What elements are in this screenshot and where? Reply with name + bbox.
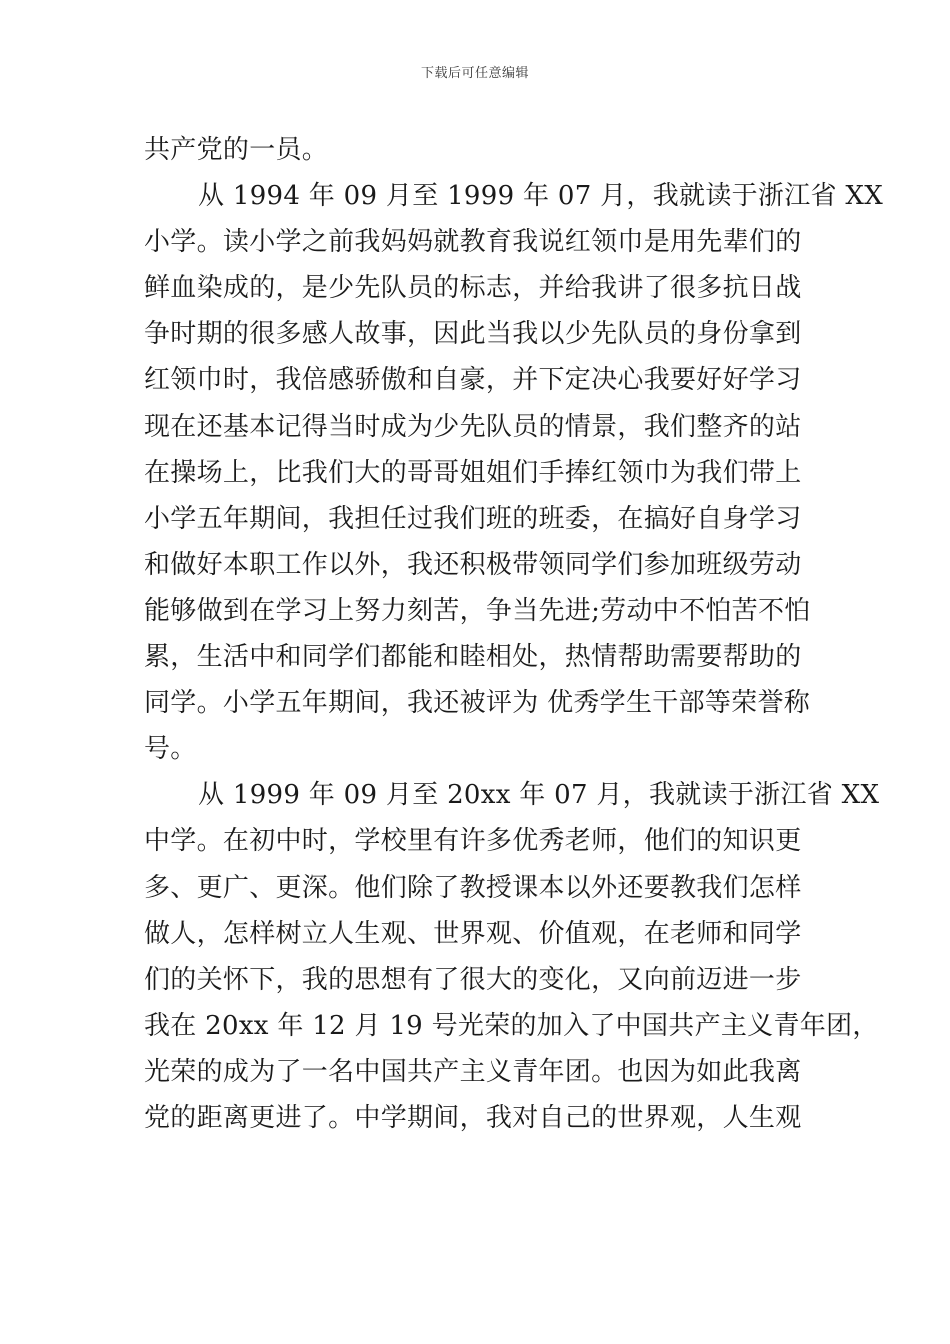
text-line-1: 共产党的一员。 <box>144 135 329 165</box>
text-line-13: 同学。小学五年期间，我还被评为 优秀学生干部等荣誉称 <box>144 688 811 719</box>
text-line-12: 累，生活中和同学们都能和睦相处，热情帮助需要帮助的 <box>144 642 802 673</box>
text-line-5: 争时期的很多感人故事，因此当我以少先队员的身份拿到 <box>144 319 802 350</box>
text-line-7: 现在还基本记得当时成为少先队员的情景，我们整齐的站 <box>144 411 802 442</box>
text-line-8: 在操场上，比我们大的哥哥姐姐们手捧红领巾为我们带上 <box>144 457 802 488</box>
text-line-6: 红领巾时，我倍感骄傲和自豪，并下定决心我要好好学习 <box>144 365 802 396</box>
text-line-3: 小学。读小学之前我妈妈就教育我说红领巾是用先辈们的 <box>144 227 802 258</box>
text-line-18: 做人，怎样树立人生观、世界观、价值观，在老师和同学 <box>144 918 802 949</box>
text-line-10: 和做好本职工作以外，我还积极带领同学们参加班级劳动 <box>144 549 802 580</box>
text-line-17: 多、更广、更深。他们除了教授课本以外还要教我们怎样 <box>144 872 802 903</box>
text-line-19: 们的关怀下，我的思想有了很大的变化，又向前迈进一步 <box>144 964 802 995</box>
text-line-9: 小学五年期间，我担任过我们班的班委，在搞好自身学习 <box>144 503 802 534</box>
text-line-15: 从 1999 年 09 月至 20xx 年 07 月，我就读于浙江省 XX <box>198 780 880 811</box>
text-line-14: 号。 <box>144 734 197 765</box>
text-line-11: 能够做到在学习上努力刻苦，争当先进;劳动中不怕苦不怕 <box>144 595 811 626</box>
document-body <box>144 127 884 1141</box>
text-line-4: 鲜血染成的，是少先队员的标志，并给我讲了很多抗日战 <box>144 273 802 304</box>
page-header: 下载后可任意编辑 <box>420 66 529 81</box>
text-line-21: 光荣的成为了一名中国共产主义青年团。也因为如此我离 <box>144 1056 802 1087</box>
text-line-22: 党的距离更进了。中学期间，我对自己的世界观，人生观 <box>144 1102 802 1133</box>
text-line-2: 从 1994 年 09 月至 1999 年 07 月，我就读于浙江省 XX <box>198 181 884 212</box>
text-line-20: 我在 20xx 年 12 月 19 号光荣的加入了中国共产主义青年团， <box>144 1010 879 1041</box>
text-line-16: 中学。在初中时，学校里有许多优秀老师，他们的知识更 <box>144 826 802 857</box>
